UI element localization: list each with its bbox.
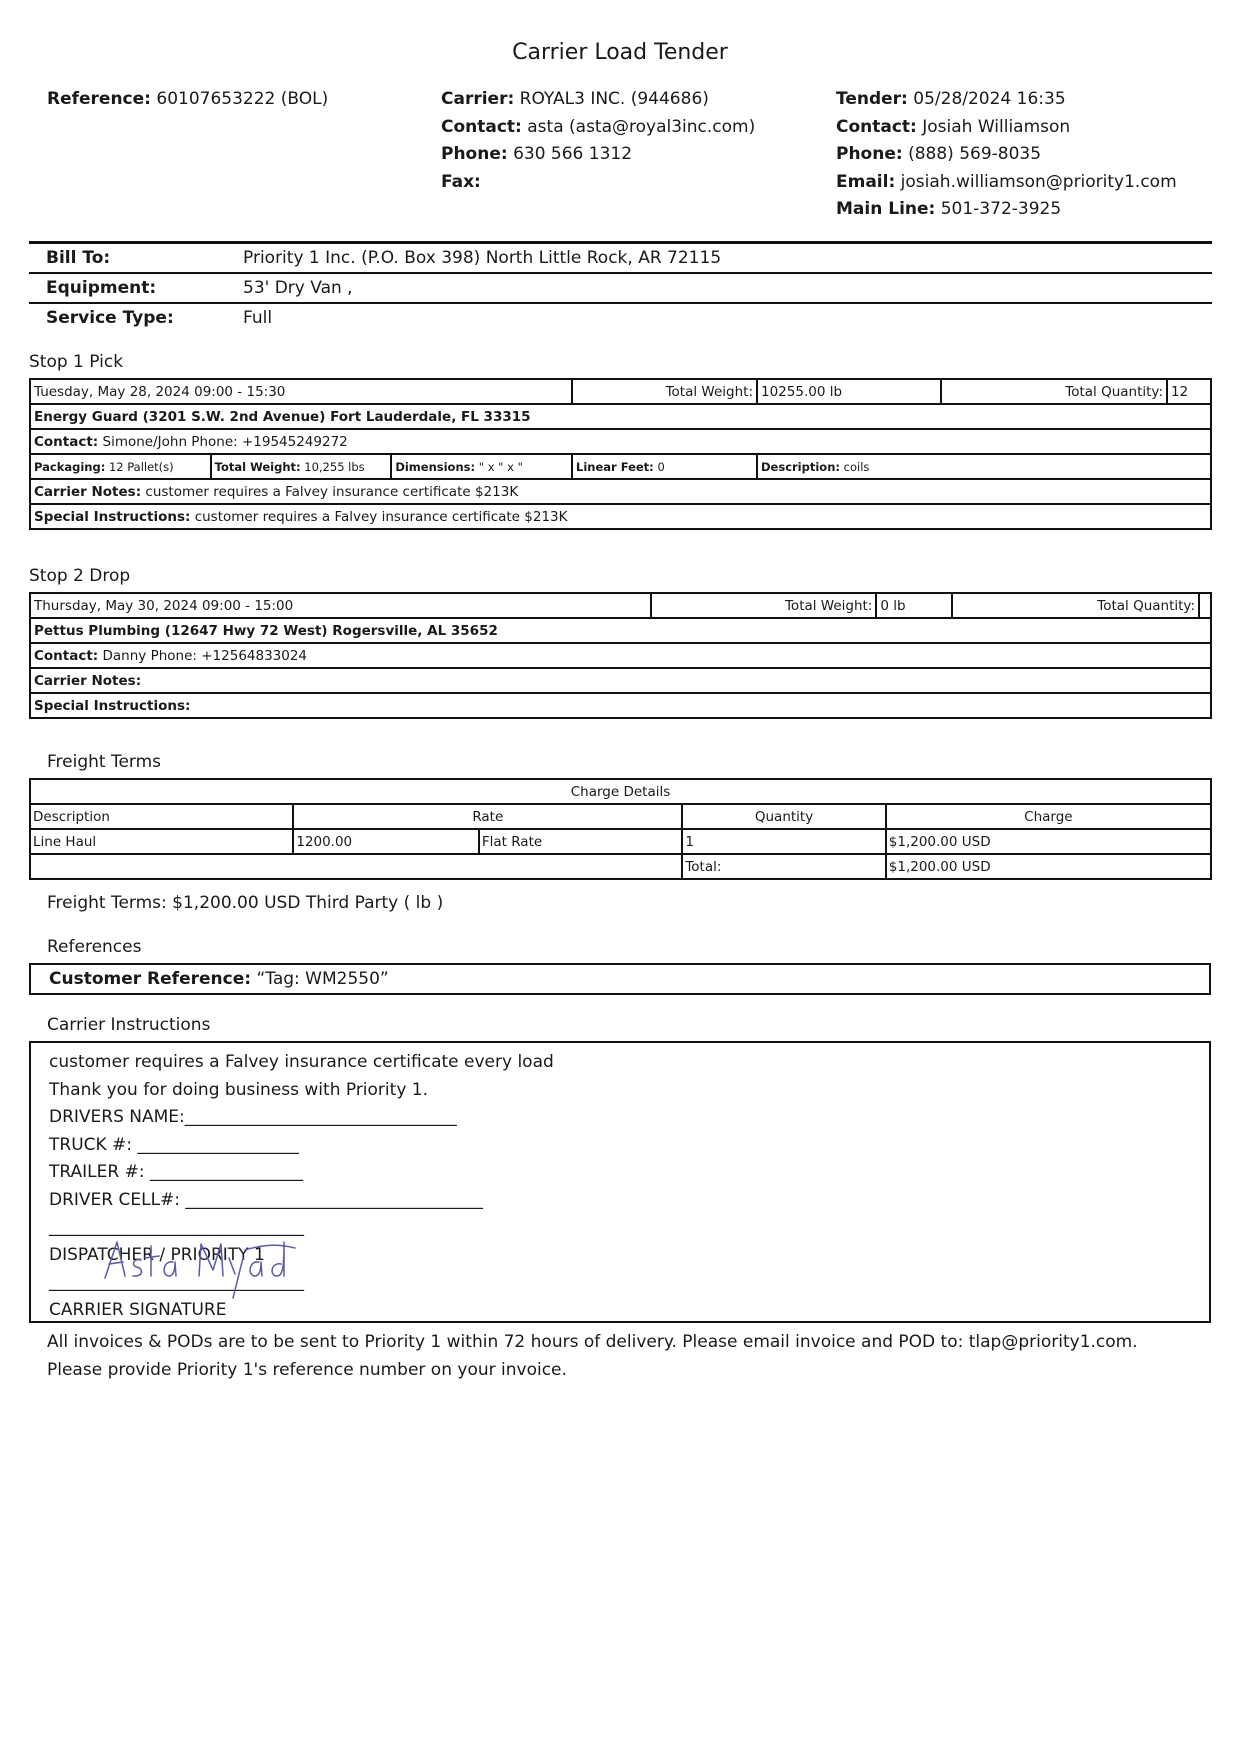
carrier-fax-line: Fax: — [441, 171, 481, 192]
stop1-total-qty-label: Total Quantity: — [941, 379, 1167, 404]
carrier-phone-value: 630 566 1312 — [513, 144, 633, 164]
stop2-total-qty-label: Total Quantity: — [952, 593, 1199, 618]
freight-header-row — [30, 804, 1211, 829]
tender-phone-line: Phone: (888) 569-8035 — [836, 144, 1042, 164]
tender-email-line: Email: josiah.williamson@priority1.com — [836, 171, 1177, 192]
carrier-signature-label: CARRIER SIGNATURE — [49, 1299, 227, 1320]
stop2-location: Pettus Plumbing (12647 Hwy 72 West) Rogersville, AL 35652 — [30, 618, 1211, 643]
stop2-location-row — [30, 618, 1211, 643]
dispatcher-label: DISPATCHER / PRIORITY 1 — [49, 1244, 265, 1265]
freight-terms-line: Freight Terms: $1,200.00 USD Third Party ( lb ) — [47, 893, 444, 913]
stop1-packaging: 12 Pallet(s) — [108, 459, 174, 474]
bill-to-block — [29, 241, 1212, 332]
service-type-row: Service Type: Full — [29, 302, 1212, 332]
freight-line-rate-type: Flat Rate — [479, 829, 682, 854]
freight-total-label: Total: — [682, 854, 885, 879]
trailer-number-line: TRAILER #: __________________ — [49, 1162, 303, 1182]
stop1-total-weight-label: Total Weight: — [572, 379, 757, 404]
stop2-total-weight: 0 lb — [876, 593, 952, 618]
stop1-dimensions: " x " x " — [478, 459, 523, 474]
stop1-table — [29, 378, 1212, 530]
truck-number-line: TRUCK #: ___________________ — [49, 1134, 299, 1155]
reference-value: 60107653222 (BOL) — [156, 89, 329, 109]
freight-header-rate: Rate — [293, 804, 682, 829]
document-title: Carrier Load Tender — [512, 40, 728, 65]
carrier-signature-line: ______________________________ — [49, 1272, 304, 1292]
charge-details-heading: Charge Details — [30, 779, 1211, 804]
handwritten-signature — [95, 1236, 320, 1306]
stop2-table — [29, 592, 1212, 719]
stop2-special-label: Special Instructions: — [30, 693, 1211, 718]
equipment-row: Equipment: 53' Dry Van , — [29, 272, 1212, 302]
freight-header-quantity: Quantity — [682, 804, 885, 829]
freight-line-row — [30, 829, 1211, 854]
stop1-carrier-notes-row: Carrier Notes: customer requires a Falvey insurance certificate $213K — [30, 479, 1211, 504]
stop1-contact-row: Contact: Simone/John Phone: +19545249272 — [30, 429, 1211, 454]
stop1-date-row — [30, 379, 1211, 404]
stop2-contact: Danny Phone: +12564833024 — [102, 647, 308, 664]
tender-contact-value: Josiah Williamson — [922, 116, 1071, 137]
stop1-location-row — [30, 404, 1211, 429]
stop1-carrier-notes: customer requires a Falvey insurance certificate $213K — [145, 483, 519, 500]
stop2-total-weight-label: Total Weight: — [651, 593, 876, 618]
freight-header-charge: Charge — [886, 804, 1211, 829]
reference-line: Reference: 60107653222 (BOL) — [47, 89, 329, 109]
freight-terms-title: Freight Terms — [47, 752, 162, 772]
stop2-carrier-notes-label: Carrier Notes: — [30, 668, 1211, 693]
instruction-line: customer requires a Falvey insurance certificate every load — [49, 1052, 554, 1072]
carrier-instructions-title: Carrier Instructions — [47, 1015, 211, 1035]
stop2-date: Thursday, May 30, 2024 09:00 - 15:00 — [30, 593, 651, 618]
freight-header-description: Description — [30, 804, 293, 829]
stop2-title: Stop 2 Drop — [29, 566, 131, 586]
charge-details-row — [30, 779, 1211, 804]
stop1-linear-feet: 0 — [657, 459, 665, 474]
freight-line-quantity: 1 — [682, 829, 885, 854]
carrier-contact-line: Contact: asta (asta@royal3inc.com) — [441, 116, 756, 137]
stop2-contact-row: Contact: Danny Phone: +12564833024 — [30, 643, 1211, 668]
stop2-carrier-notes-row — [30, 668, 1211, 693]
freight-line-charge: $1,200.00 USD — [886, 829, 1211, 854]
driver-cell-line: DRIVER CELL#: ___________________________________ — [49, 1189, 483, 1210]
freight-table — [29, 778, 1212, 880]
tender-mainline-value: 501-372-3925 — [940, 199, 1062, 219]
carrier-line: Carrier: ROYAL3 INC. (944686) — [441, 89, 709, 109]
stop2-special-row — [30, 693, 1211, 718]
tender-line: Tender: 05/28/2024 16:35 — [836, 89, 1066, 109]
drivers-name-line: DRIVERS NAME:________________________________ — [49, 1107, 457, 1127]
equipment-value: 53' Dry Van , — [243, 278, 353, 298]
tender-mainline-line: Main Line: 501-372-3925 — [836, 199, 1062, 219]
stop1-special: customer requires a Falvey insurance certificate $213K — [194, 508, 568, 525]
stop1-contact: Simone/John Phone: +19545249272 — [102, 433, 348, 450]
footer-note: All invoices & PODs are to be sent to Priority 1 within 72 hours of delivery. Please email invoice and POD to: tlap@priority1.com. Please provide Priority 1's reference number on your invoice. — [47, 1332, 1138, 1380]
header-carrier-column — [441, 86, 755, 196]
carrier-phone-line: Phone: 630 566 1312 — [441, 144, 633, 164]
freight-total: $1,200.00 USD — [886, 854, 1211, 879]
freight-total-row — [30, 854, 1211, 879]
stop1-weight: 10,255 lbs — [304, 459, 365, 474]
bill-to-value: Priority 1 Inc. (P.O. Box 398) North Little Rock, AR 72115 — [243, 248, 722, 268]
references-title: References — [47, 937, 142, 957]
stop1-special-row: Special Instructions: customer requires a Falvey insurance certificate $213K — [30, 504, 1211, 529]
customer-reference-value: “Tag: WM2550” — [256, 969, 389, 989]
tender-value: 05/28/2024 16:35 — [913, 89, 1066, 109]
dispatcher-signature-line: ______________________________ — [49, 1217, 304, 1237]
header-reference-column — [47, 86, 328, 114]
stop1-packaging-row: Packaging: 12 Pallet(s) Total Weight: 10,255 lbs Dimensions: " x " x " Linear Feet: 0 Description: coils — [30, 454, 1211, 479]
instruction-line: Thank you for doing business with Priority 1. — [49, 1079, 428, 1100]
customer-reference-box: Customer Reference: “Tag: WM2550” — [29, 963, 1211, 995]
freight-line-description: Line Haul — [30, 829, 293, 854]
tender-phone-value: (888) 569-8035 — [908, 144, 1042, 164]
bill-to-row: Bill To: Priority 1 Inc. (P.O. Box 398) North Little Rock, AR 72115 — [29, 241, 1212, 272]
stop1-date: Tuesday, May 28, 2024 09:00 - 15:30 — [30, 379, 572, 404]
carrier-value: ROYAL3 INC. (944686) — [519, 89, 709, 109]
stop1-title: Stop 1 Pick — [29, 352, 124, 372]
stop2-date-row — [30, 593, 1211, 618]
stop1-description: coils — [843, 459, 870, 474]
tender-email-value[interactable]: josiah.williamson@priority1.com — [900, 171, 1177, 192]
freight-line-rate: 1200.00 — [293, 829, 479, 854]
stop1-total-qty: 12 — [1167, 379, 1211, 404]
stop2-total-qty — [1199, 593, 1211, 618]
header-tender-column — [836, 86, 1177, 224]
tender-contact-line: Contact: Josiah Williamson — [836, 116, 1071, 137]
carrier-contact-value: asta (asta@royal3inc.com) — [527, 116, 756, 137]
service-type-value: Full — [243, 308, 273, 328]
stop1-location: Energy Guard (3201 S.W. 2nd Avenue) Fort Lauderdale, FL 33315 — [30, 404, 1211, 429]
stop1-total-weight: 10255.00 lb — [757, 379, 941, 404]
